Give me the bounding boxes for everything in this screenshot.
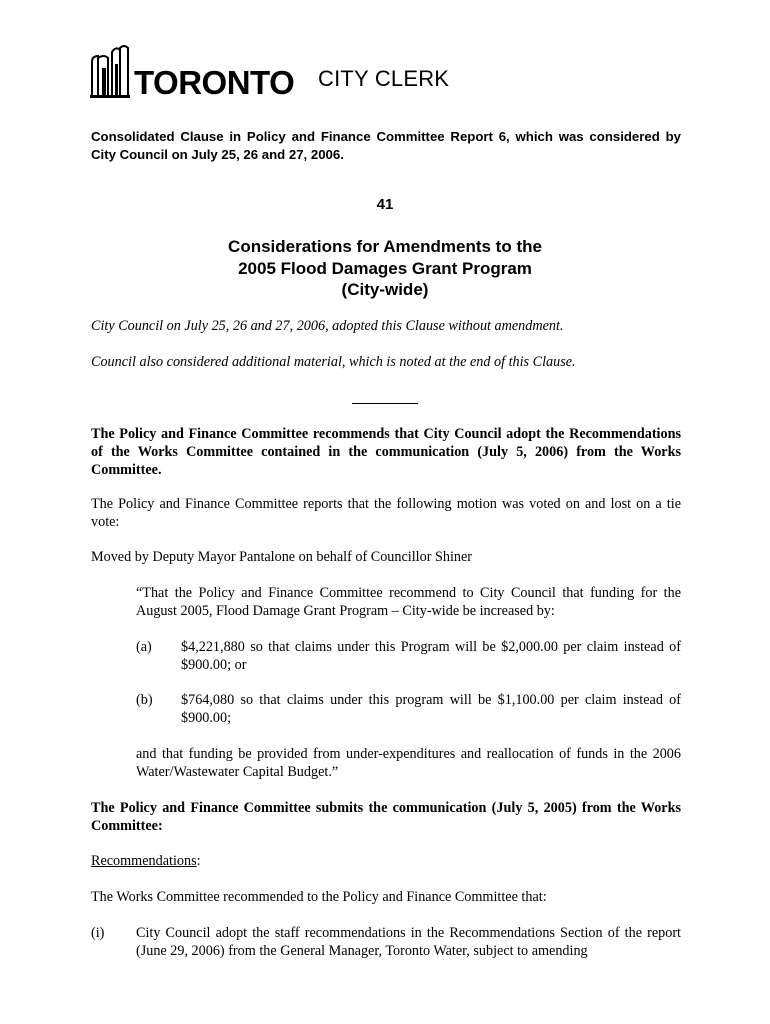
committee-recommends: The Policy and Finance Committee recommends that City Council adopt the Recommendations of the Works Committee contained in the communication (July 5, 2006) from the Works Committee. <box>91 426 681 478</box>
consolidated-clause: Consolidated Clause in Policy and Finance Committee Report 6, which was considered by City Council on July 25, 26 and 27, 2006. <box>91 129 681 162</box>
motion-item-text: $4,221,880 so that claims under this Program will be $2,000.00 per claim instead of $900.00; or <box>181 639 681 673</box>
clause-title-line: (City-wide) <box>341 280 429 299</box>
motion-item-label: (a) <box>136 639 152 655</box>
toronto-logo <box>90 44 295 101</box>
motion-close: and that funding be provided from under-expenditures and reallocation of funds in the 2006 Water/Wastewater Capital Budget.” <box>136 746 681 780</box>
motion-item-text: $764,080 so that claims under this program will be $1,100.00 per claim instead of $900.00; <box>181 692 681 726</box>
recommendations-heading <box>91 852 681 870</box>
council-additional-note: Council also considered additional material, which is noted at the end of this Clause. <box>91 354 576 370</box>
motion-item-label: (b) <box>136 692 153 708</box>
motion-intro: “That the Policy and Finance Committee recommend to City Council that funding for the August 2005, Flood Damage Grant Program – City-wide be increased by: <box>136 585 681 619</box>
recommendations-heading-text: Recommendations <box>91 853 197 869</box>
svg-text:TORONTO: TORONTO <box>134 64 295 101</box>
clause-title-line: 2005 Flood Damages Grant Program <box>238 258 532 278</box>
works-recommended: The Works Committee recommended to the Policy and Finance Committee that: <box>91 889 547 905</box>
recommendations-heading-colon: : <box>196 853 201 869</box>
department-title: CITY CLERK <box>318 66 450 91</box>
recommendation-item-label: (i) <box>91 925 105 941</box>
committee-reports: The Policy and Finance Committee reports that the following motion was voted on and lost on a tie vote: <box>91 496 681 530</box>
clause-title <box>0 236 770 301</box>
recommendation-item-text: City Council adopt the staff recommendations in the Recommendations Section of the report (June 29, 2006) from the General Manager, Toronto Water, subject to amending <box>136 925 681 959</box>
separator-rule <box>352 403 418 404</box>
item-number: 41 <box>376 196 394 213</box>
council-adopted-note: City Council on July 25, 26 and 27, 2006, adopted this Clause without amendment. <box>91 318 564 334</box>
moved-by: Moved by Deputy Mayor Pantalone on behalf of Councillor Shiner <box>91 549 473 565</box>
clause-title-line: Considerations for Amendments to the <box>228 237 542 256</box>
committee-submits: The Policy and Finance Committee submits the communication (July 5, 2005) from the Works Committee: <box>91 800 681 834</box>
